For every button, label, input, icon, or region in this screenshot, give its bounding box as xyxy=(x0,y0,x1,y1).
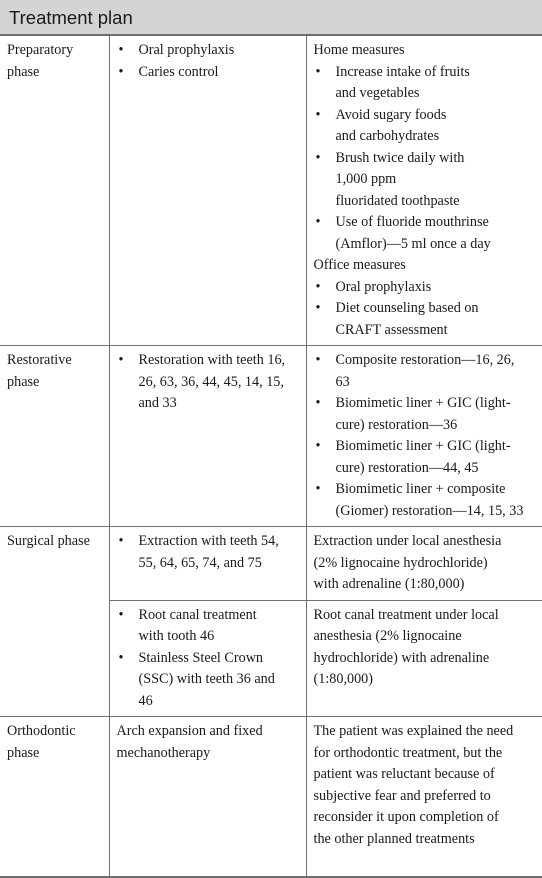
office-measures-list xyxy=(314,277,537,342)
list-item-line: • Root canal treatment xyxy=(138,606,257,623)
detail-line: subjective fear and preferred to xyxy=(313,787,491,804)
list-item-line: (SSC) with teeth 36 and xyxy=(138,671,275,687)
table-row-preparatory xyxy=(0,36,542,346)
list-item xyxy=(314,62,537,105)
phase-cell-surgical xyxy=(0,527,109,717)
list-item xyxy=(314,212,537,255)
procedure-list xyxy=(117,605,300,713)
phase-label-line: phase xyxy=(7,373,40,390)
list-item xyxy=(117,531,300,574)
procedure-list xyxy=(117,350,300,415)
office-measures-heading: Office measures xyxy=(313,257,406,273)
list-item-line: • Biomimetic liner + GIC (light- xyxy=(335,395,511,411)
list-item: • Oral prophylaxis xyxy=(117,40,300,62)
list-item-line: with tooth 46 xyxy=(138,628,215,644)
phase-label-line: Orthodontic xyxy=(7,723,76,739)
list-item xyxy=(314,393,537,436)
list-item-line: • Stainless Steel Crown xyxy=(138,649,264,666)
detail-cell-extraction xyxy=(306,527,542,601)
list-item xyxy=(117,605,300,648)
procedure-cell-orthodontic xyxy=(109,717,306,877)
procedure-cell-extraction xyxy=(109,527,306,601)
list-item-line: 46 xyxy=(138,692,153,709)
phase-label-line: phase xyxy=(7,63,40,80)
restoration-list xyxy=(314,350,537,522)
detail-line: with adrenaline (1:80,000) xyxy=(313,576,465,592)
home-measures-list xyxy=(314,62,537,256)
detail-cell-root-canal xyxy=(306,600,542,717)
list-item-line: cure) restoration—44, 45 xyxy=(335,459,479,476)
list-item-line: • Biomimetic liner + composite xyxy=(335,481,506,497)
list-item-line: • Extraction with teeth 54, xyxy=(138,533,279,549)
detail-cell-orthodontic xyxy=(306,717,542,877)
phase-label-line: Preparatory xyxy=(7,42,74,58)
treatment-plan-table xyxy=(0,36,542,878)
list-item-line: and carbohydrates xyxy=(335,128,440,144)
procedure-list xyxy=(117,531,300,574)
list-item-line: (Amflor)—5 ml once a day xyxy=(335,235,491,252)
list-item-line: 26, 63, 36, 44, 45, 14, 15, xyxy=(138,373,284,390)
list-item-line: 63 xyxy=(335,373,350,390)
list-item-line: • Diet counseling based on xyxy=(335,300,479,316)
list-item: • Caries control xyxy=(117,62,300,84)
list-item-line: • Restoration with teeth 16, xyxy=(138,352,286,368)
phase-label-line: Restorative xyxy=(7,352,72,368)
list-item-line: • Use of fluoride mouthrinse xyxy=(335,214,489,230)
table-row-orthodontic xyxy=(0,717,542,877)
list-item xyxy=(314,105,537,148)
detail-line: Root canal treatment under local xyxy=(313,606,499,623)
list-item-line: • Biomimetic liner + GIC (light- xyxy=(335,438,511,454)
list-item-line: • Brush twice daily with xyxy=(335,149,465,166)
phase-label: Surgical phase xyxy=(7,533,90,549)
phase-cell-orthodontic xyxy=(0,717,109,877)
detail-cell-restorative xyxy=(306,346,542,527)
detail-cell-preparatory xyxy=(306,36,542,346)
list-item-line: • Increase intake of fruits xyxy=(335,63,470,80)
list-item-line: and 33 xyxy=(138,395,177,411)
list-item xyxy=(314,436,537,479)
procedure-cell-preparatory xyxy=(109,36,306,346)
detail-line: (1:80,000) xyxy=(313,671,374,687)
detail-line: (2% lignocaine hydrochloride) xyxy=(313,554,488,571)
list-item xyxy=(314,479,537,522)
list-item xyxy=(314,298,537,341)
list-item-line: 55, 64, 65, 74, and 75 xyxy=(138,554,262,571)
list-item-line: • Composite restoration—16, 26, xyxy=(335,352,515,368)
list-item-line: fluoridated toothpaste xyxy=(335,192,460,209)
table-title: Treatment plan xyxy=(9,7,133,28)
procedure-line: mechanotherapy xyxy=(116,744,211,761)
list-item-line: 1,000 ppm xyxy=(335,171,397,187)
list-item-line: • Avoid sugary foods xyxy=(335,106,447,123)
detail-line: The patient was explained the need xyxy=(313,723,514,739)
phase-cell-preparatory xyxy=(0,36,109,346)
procedure-line: Arch expansion and fixed xyxy=(116,723,263,739)
detail-line: patient was reluctant because of xyxy=(313,766,495,782)
detail-line: the other planned treatments xyxy=(313,830,475,847)
phase-cell-restorative xyxy=(0,346,109,527)
detail-line: anesthesia (2% lignocaine xyxy=(313,628,462,644)
detail-line: hydrochloride) with adrenaline xyxy=(313,649,490,666)
detail-line: reconsider it upon completion of xyxy=(313,809,499,825)
list-item xyxy=(117,648,300,713)
list-item xyxy=(314,350,537,393)
list-item-line: cure) restoration—36 xyxy=(335,416,458,433)
table-row-restorative xyxy=(0,346,542,527)
list-item-line: and vegetables xyxy=(335,85,420,101)
detail-line: for orthodontic treatment, but the xyxy=(313,744,503,761)
list-item xyxy=(314,148,537,213)
procedure-cell-restorative xyxy=(109,346,306,527)
list-item-line: (Giomer) restoration—14, 15, 33 xyxy=(335,502,524,519)
list-item-line: • Oral prophylaxis xyxy=(335,278,432,295)
procedure-list xyxy=(117,40,300,83)
procedure-cell-root-canal xyxy=(109,600,306,717)
table-title-bar xyxy=(0,0,542,36)
list-item xyxy=(117,350,300,415)
home-measures-heading: Home measures xyxy=(313,42,405,58)
list-item xyxy=(314,277,537,299)
table-row-surgical xyxy=(0,527,542,601)
phase-label-line: phase xyxy=(7,744,40,761)
list-item-line: CRAFT assessment xyxy=(335,321,448,338)
detail-line: Extraction under local anesthesia xyxy=(313,533,502,549)
